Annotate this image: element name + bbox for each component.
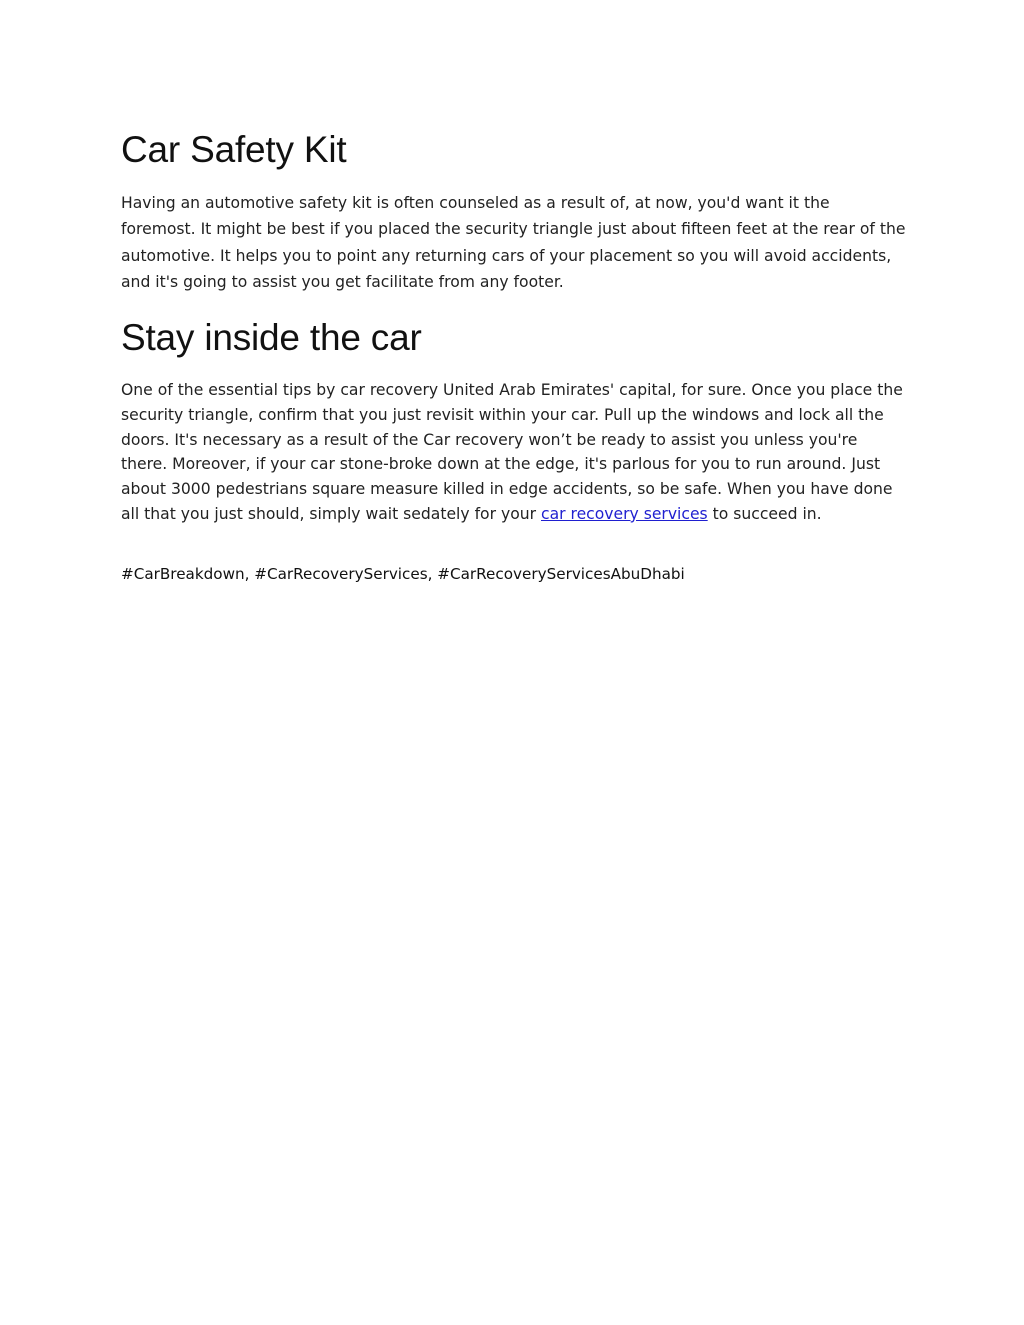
section-heading-car-safety-kit: Car Safety Kit [121,129,347,170]
section-paragraph-stay-inside [121,378,907,527]
section-paragraph-car-safety-kit: Having an automotive safety kit is often counseled as a result of, at now, you'd want it the foremost. It might be best if you placed the security triangle just about fifteen feet at the rear of the automotive. It helps you to point any returning cars of your placement so you will avoid accidents, and it's going to assist you get facilitate from any footer. [121,194,906,292]
hashtags-line: #CarBreakdown, #CarRecoveryServices, #CarRecoveryServicesAbuDhabi [121,565,685,583]
paragraph-text-before-link: One of the essential tips by car recovery United Arab Emirates' capital, for sure. Once you place the security triangle, confirm that you just revisit within your car. Pull up the windows and lock all the doors. It's necessary as a result of the Car recovery won’t be ready to assist you unless you're there. Moreover, if your car stone-broke down at the edge, it's parlous for you to run around. Just about 3000 pedestrians square measure killed in edge accidents, so be safe. When you have done all that you just should, simply wait sedately for your [121,381,903,523]
paragraph-text-after-link: to succeed in. [707,504,822,523]
car-recovery-services-link[interactable]: car recovery services [541,504,708,523]
section-heading-stay-inside: Stay inside the car [121,317,422,358]
